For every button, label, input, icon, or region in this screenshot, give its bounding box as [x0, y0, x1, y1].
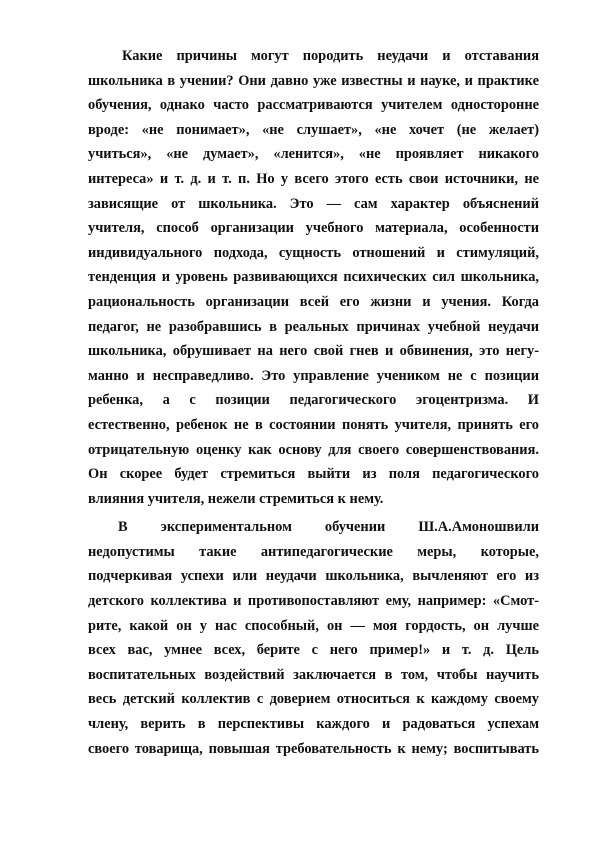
text-line: рите, какой он у нас способный, он — моя гордость, он лучше: [88, 617, 539, 634]
text-line: педагог, не разобравшись в реальных причинах учебной неудачи: [88, 318, 539, 335]
document-page: [88, 44, 539, 761]
text-line: обучения, однако часто рассматриваются учителем односторонне: [88, 97, 539, 114]
text-line: В экспериментальном обучении Ш.А.Амоношвили: [118, 519, 539, 536]
text-line: отрицательную оценку как основу для своего совершенствования.: [88, 441, 539, 458]
text-line: рациональность организации всей его жизни и учения. Когда: [88, 293, 539, 310]
text-line: воспитательных воздействий заключается в том, чтобы научить: [88, 666, 539, 683]
text-line: Какие причины могут породить неудачи и отставания: [122, 48, 539, 64]
paragraph-1: [88, 44, 539, 511]
text-line: естественно, ребенок не в состоянии понять учителя, принять его: [88, 416, 539, 433]
text-line: Он скорее будет стремиться выйти из поля педагогического: [88, 466, 539, 483]
text-line: подчеркивая успехи или неудачи школьника, вычленяют его из: [88, 568, 539, 585]
text-line: тенденция и уровень развивающихся психических сил школьника,: [88, 269, 539, 286]
text-line: вроде: «не понимает», «не слушает», «не хочет (не желает): [88, 121, 539, 138]
text-line: учиться», «не думает», «ленится», «не проявляет никакого: [88, 146, 539, 163]
text-line: детского коллектива и противопоставляют ему, например: «Смот-: [88, 593, 539, 610]
text-line: школьника, обрушивает на него свой гнев и обвинения, это негу-: [88, 343, 539, 360]
text-line: ребенка, а с позиции педагогического эгоцентризма. И: [88, 392, 539, 409]
text-line: влияния учителя, нежели стремиться к нему.: [88, 490, 384, 507]
text-line: манно и несправедливо. Это управление учеником не с позиции: [88, 367, 539, 384]
text-line: всех вас, умнее всех, берите с него пример!» и т. д. Цель: [88, 642, 539, 659]
text-line: весь детский коллектив с доверием относиться к каждому своему: [88, 691, 539, 708]
text-line: члену, верить в перспективы каждого и радоваться успехам: [88, 716, 539, 733]
text-line: учителя, способ организации учебного материала, особенности: [88, 220, 539, 237]
text-line: индивидуального подхода, сущность отношений и стимуляций,: [88, 244, 539, 261]
text-line: школьника в учении? Они давно уже известны и науке, и практике: [88, 72, 539, 89]
text-line: недопустимы такие антипедагогические меры, которые,: [88, 543, 539, 560]
text-line: интереса» и т. д. и т. п. Но у всего этого есть свои источники, не: [88, 170, 539, 187]
text-line: зависящие от школьника. Это — сам характер объяснений: [88, 195, 539, 212]
paragraph-2: [88, 515, 539, 761]
text-line: своего товарища, повышая требовательность к нему; воспитывать: [88, 740, 539, 757]
